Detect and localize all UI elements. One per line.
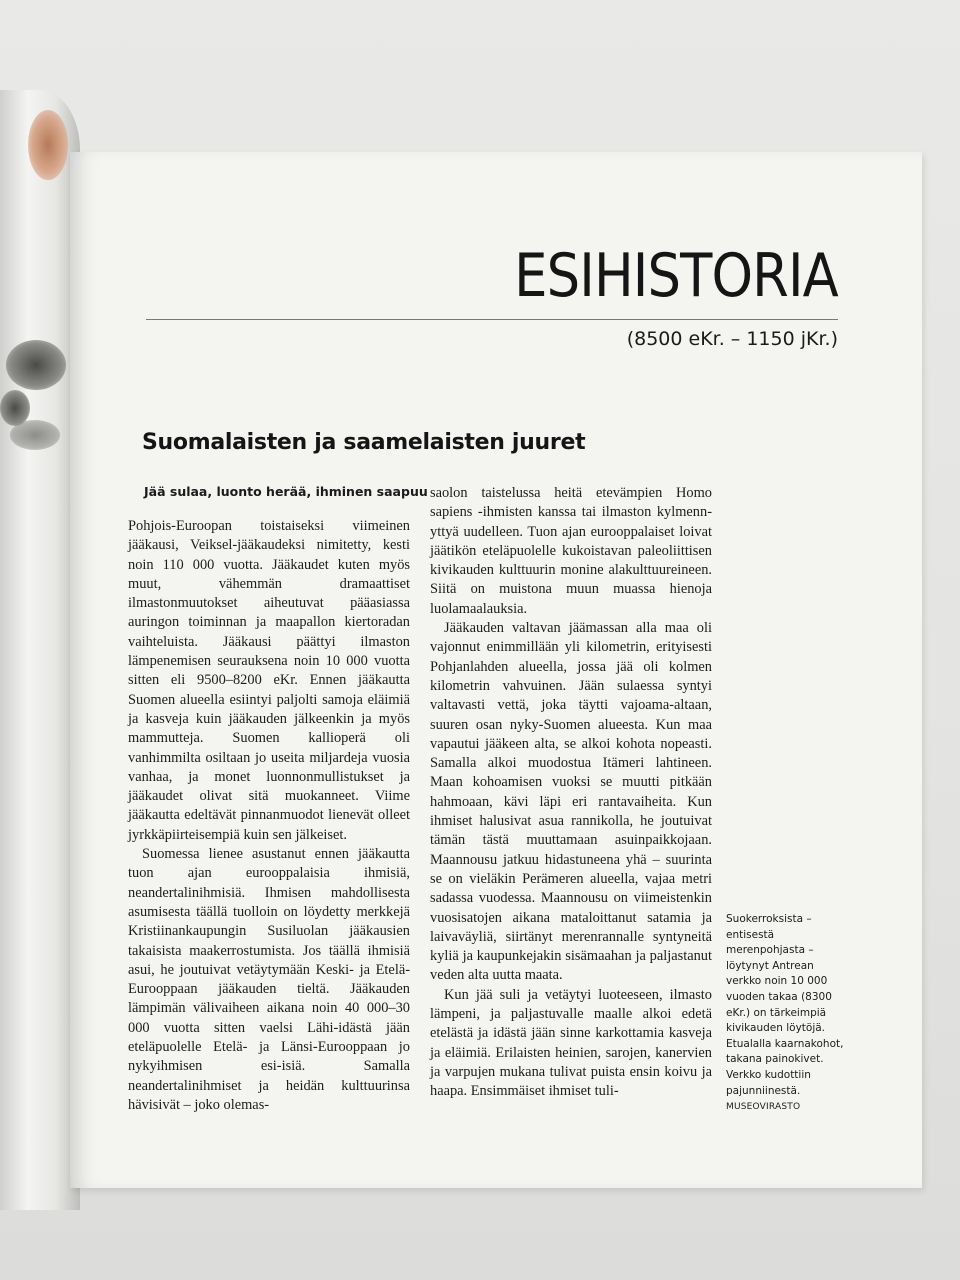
period-subtitle: (8500 eKr. – 1150 jKr.): [626, 328, 838, 350]
text-column-2: [430, 484, 712, 1102]
text-column-1: [128, 517, 410, 1115]
paragraph: Kun jää suli ja vetäytyi luoteeseen, ilmasto lämpeni, ja paljastuvalle maalle alkoi edetä etelästä ja idästä jään sinne karkottamia kasveja ja eläimiä. Erilaisten heinien, sarojen, kanervien ja varpujen mukana tulivat puista ensin koivu ja haapa. Ensimmäiset ihmiset tuli-: [430, 986, 712, 1100]
paragraph: Jääkauden valtavan jäämassan alla maa oli vajonnut enimmillään yli kilometrin, erityisesti Pohjanlahden alueella, jossa jää oli kolmen kilometrin vahvuinen. Jään sulaessa syntyi valtavasti vettä, joka täytti vajoama-altaan, suuren osan nyky-Suomen alueesta. Kun maa vapautui jääkeen alta, se alkoi kohota nopeasti. Samalla alkoi muodostua Itämeri lahtineen. Maan kohoamisen vuoksi se muutti pitkään hahmoaan, kävi läpi eri rantavaiheita. Kun ihmiset halusivat asua rannikolla, he joutuivat tämän tästä muuttamaan asuinpaikkojaan. Maannousu jatkuu hidastuneena yhä – suurinta se on vieläkin Perämeren alueella, vajaa metri sadassa vuodessa. Maannousu on viimeistenkin vuosisatojen aikana mataloittanut satamia ja laivaväyliä, siirtänyt merenrannalle syntyneitä kyliä ja kaupunkejakin sisämaahan ja paljastanut veden alta uutta maata.: [430, 620, 712, 984]
image-caption: [726, 912, 844, 1116]
paragraph: Pohjois-Euroopan toistaiseksi viimeinen jääkausi, Veiksel-jääkaudeksi nimitetty, kesti noin 110 000 vuotta. Jääkaudet kuten myös muut, vähemmän dramaattiset ilmastonmuutokset aiheutuvat pääasiassa auringon toiminnan ja maapallon kiertoradan vaihteluista. Jääkausi päättyi ilmaston lämpenemisen seurauksena noin 10 000 vuotta sitten eli 9500–8200 eKr. Ennen jääkautta Suomen alueella esiintyi paljolti samoja eläimiä ja kasveja kuin jääkauden jälkeenkin ja myös mammutteja. Suomen kallioperä oli vanhimmilta osiltaan jo useita miljardeja vuosia vanhaa, ja monet luonnonmullistukset ja jääkaudet olivat sitä muokanneet. Viime jääkautta edeltävät pinnanmuodot lienevät olleet jyrkkäpiirteisempiä kuin sen jälkeiset.: [128, 518, 410, 843]
section-subheading: Jää sulaa, luonto herää, ihminen saapuu: [144, 484, 428, 499]
paragraph: Suomessa lienee asustanut ennen jääkautta tuon ajan eurooppalaisia ihmisiä, neandertalinihmisiä. Ihmisen mahdollisesta asumisesta täällä tuolloin on löydetty merkkejä Kristiinankaupungin Susiluolan jääkausien takaisista maakerrostumista. Jos täällä ihmisiä asui, he joutuivat vetäytymään Keski- ja Etelä-Eurooppaan jääkauden tieltä. Jääkauden lämpimän välivaiheen aikana noin 40 000–30 000 vuotta sitten vaelsi Lähi-idästä jään eteläpuolelle Etelä- ja Länsi-Eurooppaan jo nykyihmisen esi-isiä. Samalla neandertalinihmiset ja heidän kulttuurinsa hävisivät – joko olemas-: [128, 846, 410, 1113]
paragraph: saolon taistelussa heitä etevämpien Homo sapiens -ihmisten kanssa tai ilmaston kylmennyttyä uudelleen. Tuon ajan eurooppalaiset loivat jäätikön eteläpuolelle kukoistavan paleoliittisen kivikauden kulttuurin monine alakulttuureineen. Siitä on muistona muun muassa hienoja luolamaalauksia.: [430, 485, 712, 617]
left-page-photo-edge: [0, 90, 80, 1210]
title-divider: [146, 319, 838, 320]
photo-detail: [10, 420, 60, 450]
section-title: Suomalaisten ja saamelaisten juuret: [142, 430, 586, 455]
caption-text: Suokerroksista – entisestä merenpohjasta – löytynyt Antrean verkko noin 10 000 vuoden takaa (8300 eKr.) on tärkeimpiä kivikauden löytöjä. Etualalla kaarnakohot, takana painokivet. Verkko kudottiin pajunniinestä.: [726, 913, 844, 1097]
photo-detail: [6, 340, 66, 390]
page-title: ESIHISTORIA: [514, 241, 838, 311]
caption-credit: MUSEOVIRASTO: [726, 1102, 801, 1113]
photo-detail: [28, 110, 68, 180]
book-page: [70, 152, 922, 1188]
